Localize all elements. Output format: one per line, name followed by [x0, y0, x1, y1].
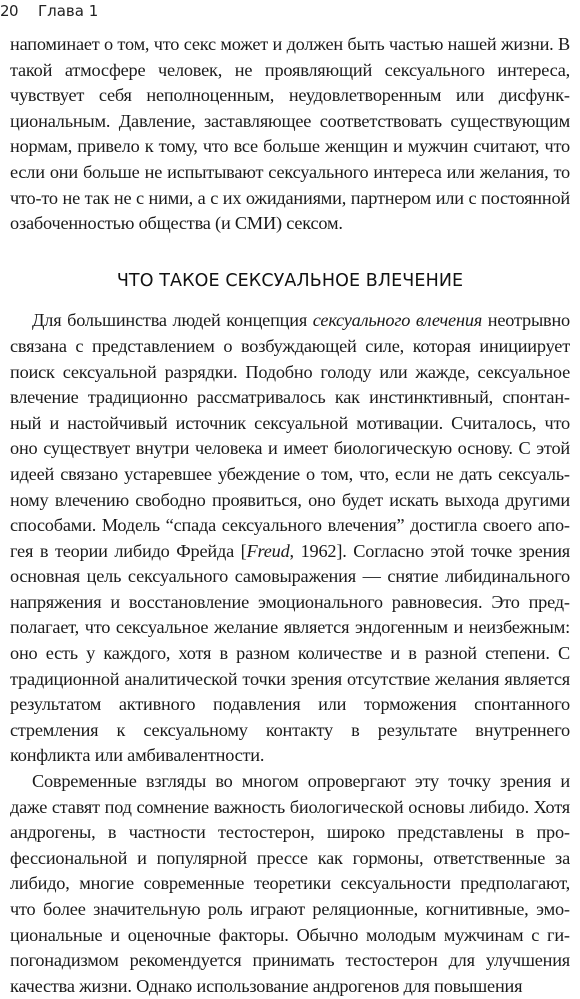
paragraph-text: неотрывно связана с представлением о возбуждающей силе, которая инициирует поиск сексуальной разрядки. Подобно голоду или жажде, сексуальное влечение традиционно рассматривалось как инстинктивный, спонтанный и настойчивый источник сексуальной мотивации. Считалось, что оно существует внутри человека и имеет биологическую основу. С этой идеей связано устаревшее убеждение о том, что, если не дать сексуальному влечению свободно проявиться, оно будет искать выхода другими способами. Модель “спада сексуального влечения” достигла своего апогея в теории либидо Фрейда [	[10, 310, 570, 561]
page-number: 20	[0, 2, 19, 20]
citation-author: Freud	[246, 540, 290, 561]
emphasized-term: сексуального влечения	[312, 310, 483, 331]
paragraph-sexual-drive-concept	[10, 308, 570, 769]
chapter-running-title: Глава 1	[38, 2, 99, 20]
paragraph-text: , 1962]. Согласно этой точке зрения основная цель сексуального самовыражения — снятие либидинального напряжения и восстановление эмоционального равновесия. Это предполагает, что сексуальное желание является эндогенным и неизбежным: оно есть у каждого, хотя в разном количестве и в разной степени. С традиционной аналитической точки зрения отсутствие желания является результатом активного подавления или торможения спонтанного стремления к сексуальному контакту в результате внутреннего конфликта или амбивалентности.	[10, 540, 570, 766]
paragraph-text: Для большинства людей концепция	[32, 310, 313, 331]
paragraph-modern-views: Современные взгляды во многом опровергают эту точку зрения и даже ставят под сомнение важность биологической основы либидо. Хотя андрогены, в частности тестостерон, широко представлены в профессиональной и популярной прессе как гормоны, ответственные за либидо, многие современные теоретики сексуальности предполагают, что более значительную роль играют реляционные, когнитивные, эмоциональные и оценочные факторы. Обычно молодым мужчинам с гипогонадизмом рекомендуется принимать тестостерон для улучшения качества жизни. Однако использование андрогенов для повышения	[10, 771, 570, 996]
paragraph-continuation: напоминает о том, что секс может и должен быть частью нашей жизни. В такой атмосфере человек, не проявляющий сексуального интереса, чувствует себя неполноценным, неудовлетворенным или дисфункциональным. Давление, заставляющее соответствовать существующим нормам, привело к тому, что все больше женщин и мужчин считают, что если они больше не испытывают сексуального интереса или желания, то что-то не так не с ними, а с их ожиданиями, партнером или с постоянной озабоченностью общества (и СМИ) сексом.	[10, 34, 570, 234]
running-header	[0, 0, 98, 22]
page-body	[10, 32, 570, 999]
section-heading: ЧТО ТАКОЕ СЕКСУАЛЬНОЕ ВЛЕЧЕНИЕ	[116, 270, 464, 291]
